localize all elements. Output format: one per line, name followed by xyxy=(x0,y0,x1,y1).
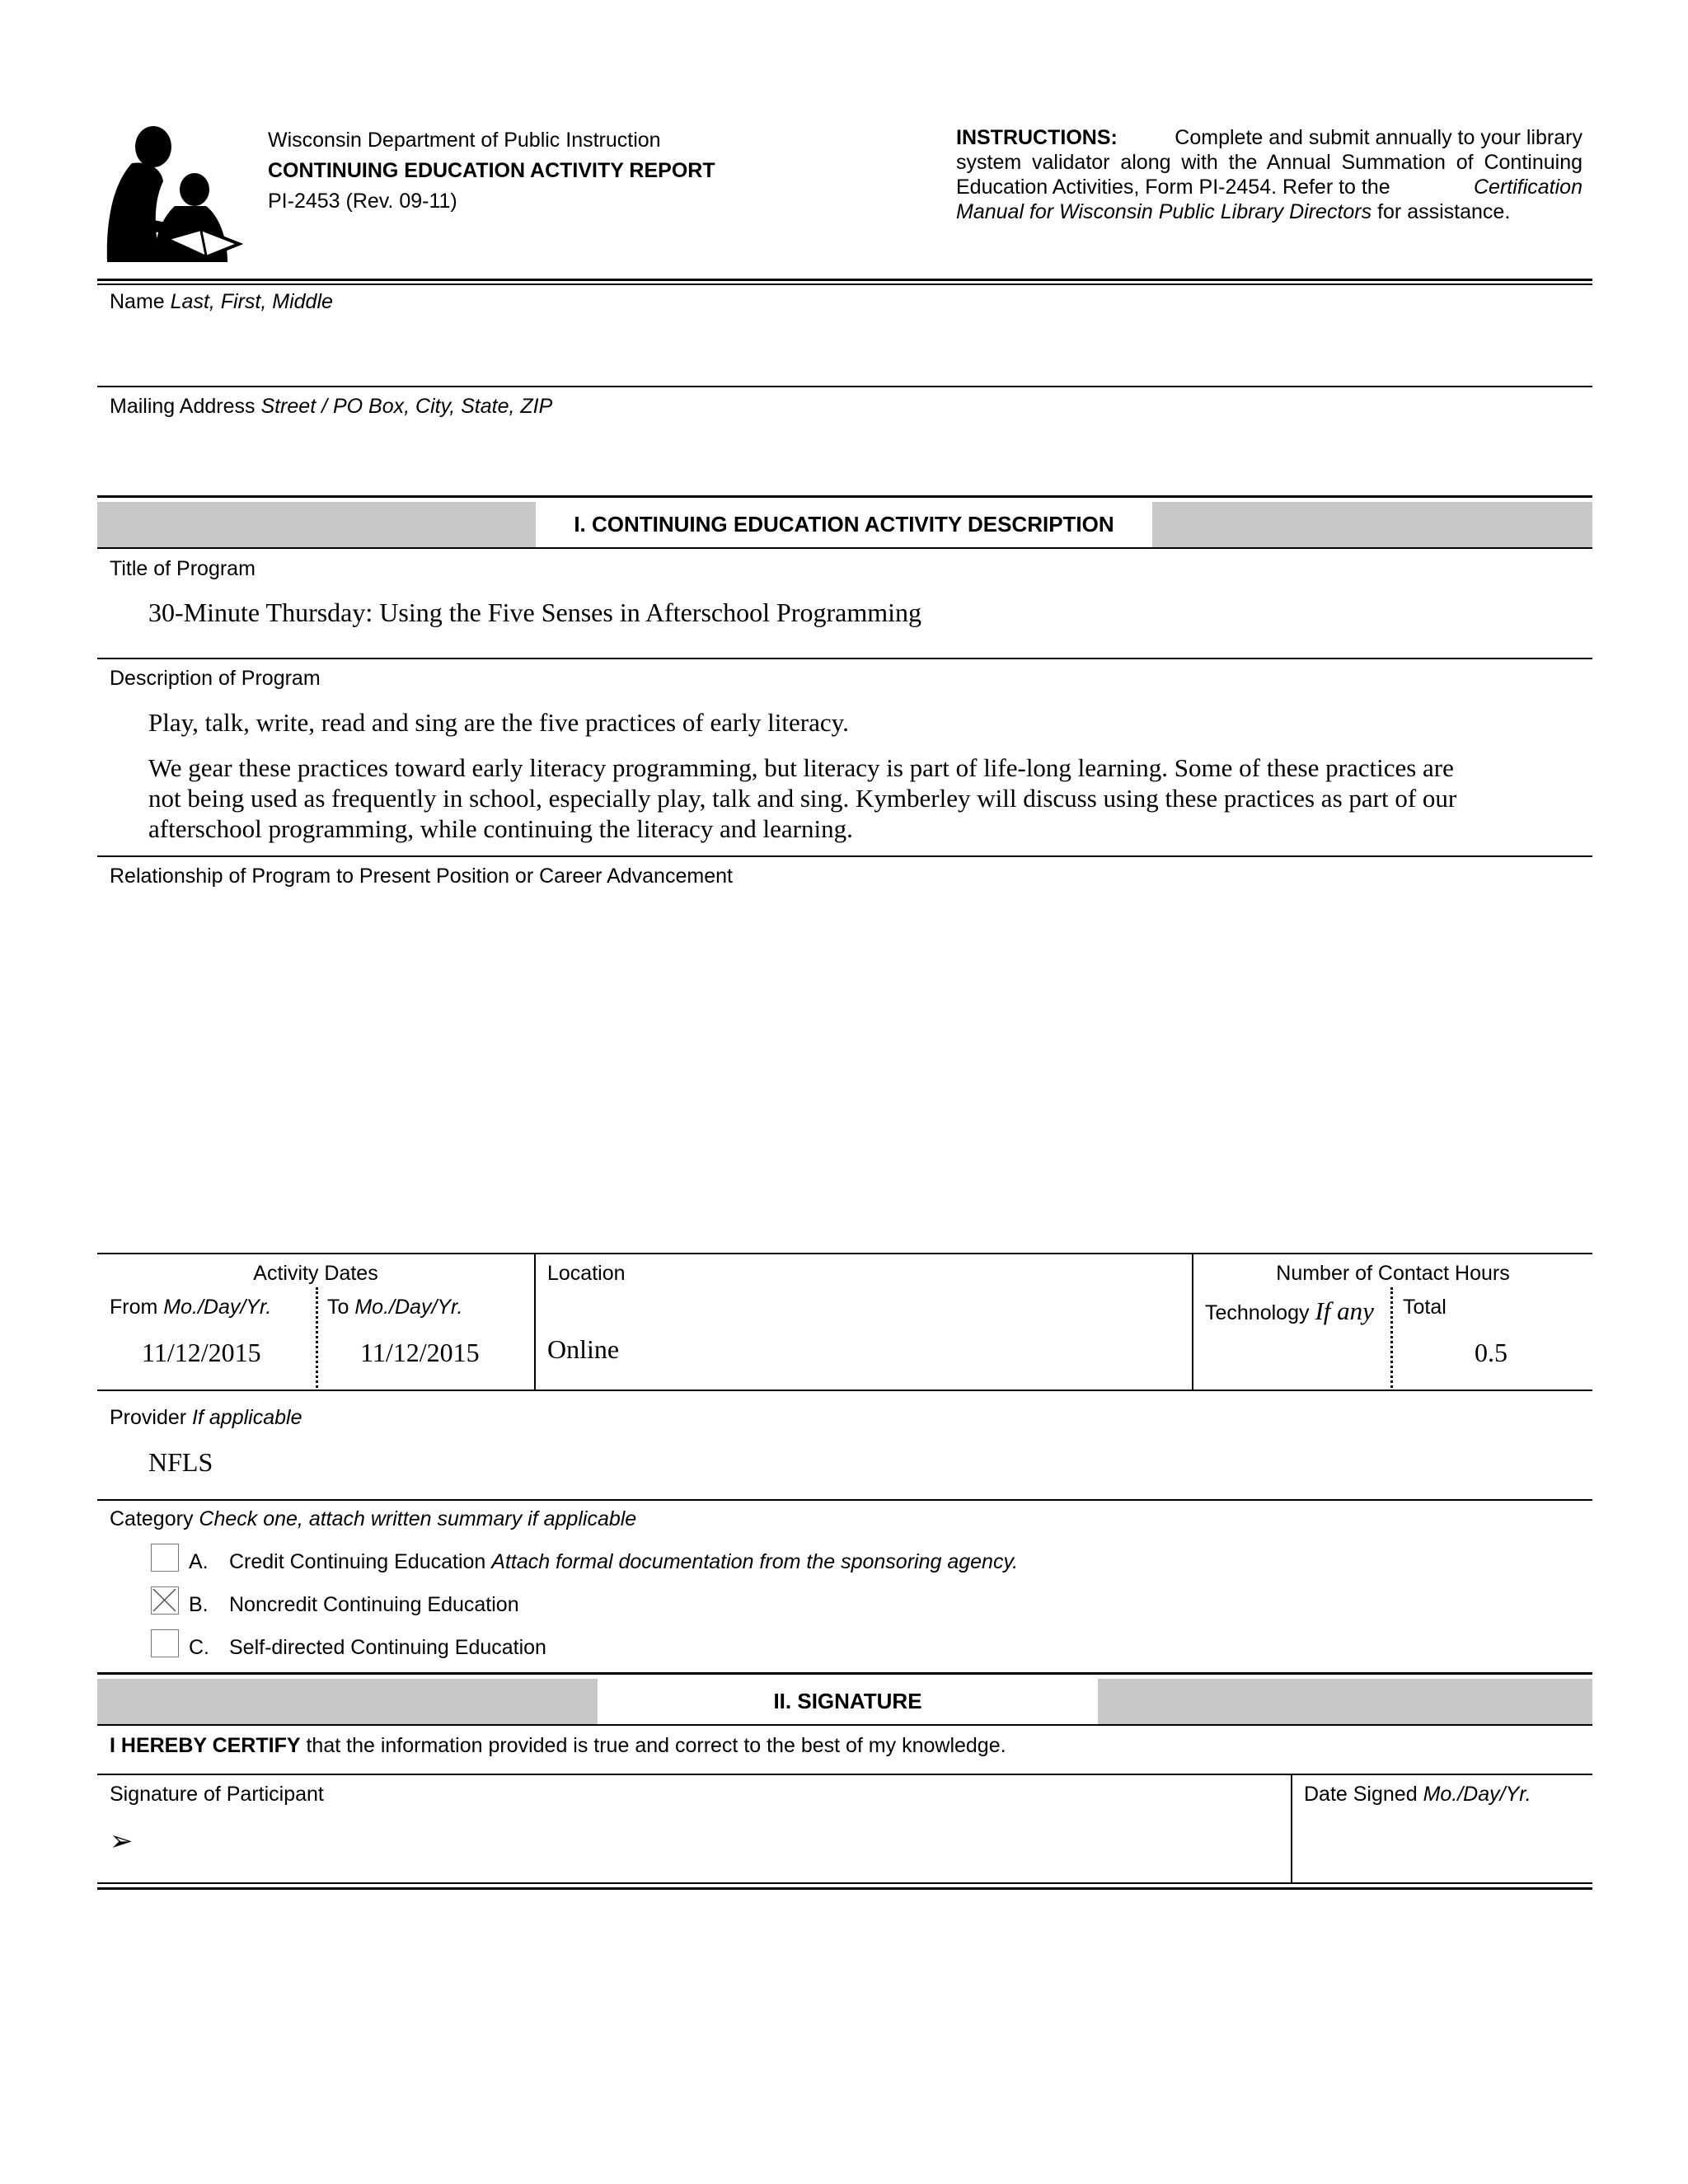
description-paragraph: We gear these practices toward early literacy programming, but literacy is part of life-long learning. Some of these practices are xyxy=(148,753,1454,782)
total-hours-field[interactable]: 0.5 xyxy=(1475,1338,1507,1367)
certify-statement: I HEREBY CERTIFY that the information provided is true and correct to the best of my knowledge. xyxy=(110,1734,1006,1757)
instructions xyxy=(956,125,1582,224)
signature-arrow-icon: ➢ xyxy=(110,1825,134,1858)
relationship-label: Relationship of Program to Present Position or Career Advancement xyxy=(110,865,733,888)
form-title: CONTINUING EDUCATION ACTIVITY REPORT xyxy=(268,159,715,182)
to-date-label: To Mo./Day/Yr. xyxy=(327,1296,463,1319)
agency-name: Wisconsin Department of Public Instruction xyxy=(268,129,661,152)
program-title-label: Title of Program xyxy=(110,557,256,580)
category-label: Category Check one, attach written summary if applicable xyxy=(110,1507,637,1530)
checkbox-x-icon xyxy=(152,1587,177,1613)
from-date-label: From Mo./Day/Yr. xyxy=(110,1296,272,1319)
description-paragraph: Play, talk, write, read and sing are the five practices of early literacy. xyxy=(148,708,849,737)
date-signed-label: Date Signed Mo./Day/Yr. xyxy=(1304,1783,1531,1806)
category-a-letter: A. xyxy=(189,1550,209,1573)
from-date-field[interactable]: 11/12/2015 xyxy=(142,1338,261,1367)
category-a-label: Credit Continuing Education Attach formal documentation from the sponsoring agency. xyxy=(229,1550,1019,1573)
header-rule xyxy=(97,279,1592,281)
contact-hours-label: Number of Contact Hours xyxy=(1276,1262,1510,1285)
to-date-field[interactable]: 11/12/2015 xyxy=(360,1338,480,1367)
instructions-italic-b: Manual for Wisconsin Public Library Directors xyxy=(956,200,1372,223)
location-label: Location xyxy=(547,1262,626,1285)
name-field-label: Name Last, First, Middle xyxy=(110,290,333,313)
provider-label: Provider If applicable xyxy=(110,1406,302,1429)
category-b-checkbox[interactable] xyxy=(151,1586,179,1615)
provider-field[interactable]: NFLS xyxy=(148,1447,213,1477)
footer-rule xyxy=(97,1887,1592,1890)
instructions-line3: Education Activities, Form PI-2454. Refer to the xyxy=(956,176,1390,199)
instructions-tail: for assistance. xyxy=(1377,200,1511,223)
category-c-label: Self-directed Continuing Education xyxy=(229,1636,546,1659)
location-field[interactable]: Online xyxy=(547,1334,620,1364)
category-b-letter: B. xyxy=(189,1593,209,1616)
address-field-label: Mailing Address Street / PO Box, City, State, ZIP xyxy=(110,395,553,418)
category-b-label: Noncredit Continuing Education xyxy=(229,1593,519,1616)
instructions-line2: system validator along with the Annual Summation of Continuing xyxy=(956,151,1582,174)
category-a-checkbox[interactable] xyxy=(151,1544,179,1572)
signature-label: Signature of Participant xyxy=(110,1783,324,1806)
instructions-line1: Complete and submit annually to your library xyxy=(1175,126,1582,149)
description-paragraph: afterschool programming, while continuing the literacy and learning. xyxy=(148,814,853,843)
section2-title: II. SIGNATURE xyxy=(598,1679,1098,1724)
category-c-checkbox[interactable] xyxy=(151,1629,179,1657)
category-c-letter: C. xyxy=(189,1636,209,1659)
total-label: Total xyxy=(1403,1296,1447,1319)
program-title-field[interactable]: 30-Minute Thursday: Using the Five Senses in Afterschool Programming xyxy=(148,598,921,627)
signature-field[interactable] xyxy=(152,1817,1273,1875)
instructions-italic-a: Certification xyxy=(1474,176,1582,199)
reading-figures-logo-icon xyxy=(104,124,244,265)
activity-dates-label: Activity Dates xyxy=(253,1262,378,1285)
instructions-label: INSTRUCTIONS: xyxy=(956,126,1118,149)
description-field[interactable] xyxy=(148,707,1582,844)
description-paragraph: not being used as frequently in school, especially play, talk and sing. Kymberley will discuss using these practices as part of our xyxy=(148,784,1457,813)
section1-title: I. CONTINUING EDUCATION ACTIVITY DESCRIPTION xyxy=(536,502,1152,547)
technology-label: Technology If any xyxy=(1205,1296,1374,1325)
description-label: Description of Program xyxy=(110,667,321,690)
form-number: PI-2453 (Rev. 09-11) xyxy=(268,190,457,213)
